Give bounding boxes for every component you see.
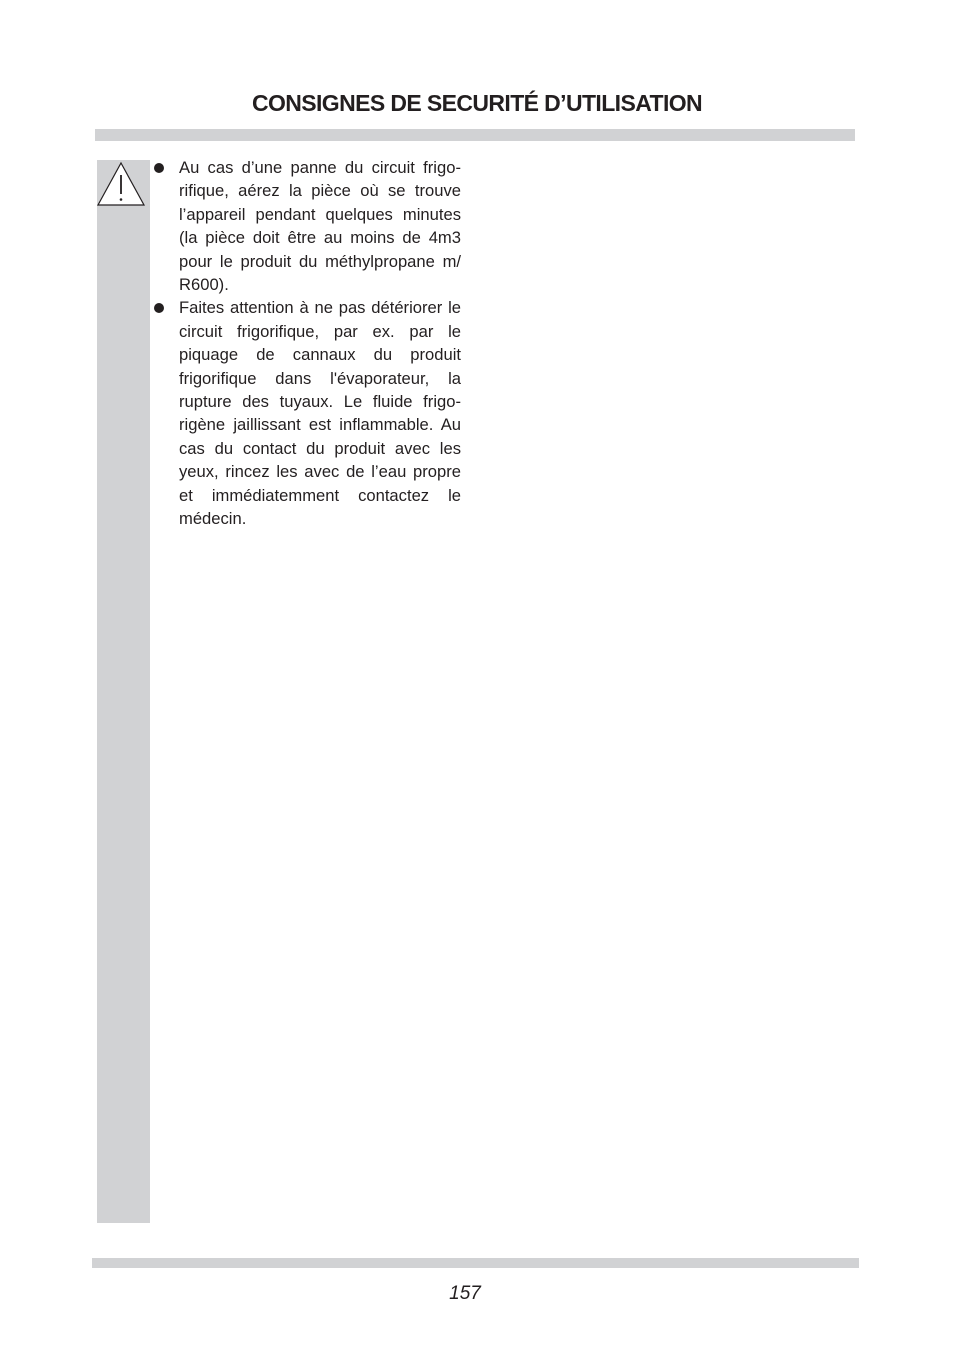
bullet-icon [154,163,164,173]
instruction-text: Faites attention à ne pas détériorer le circuit frigorifique, par ex. par le piquage de cannaux du produit frigorifique dans l'évaporateur, la rupture des tuyaux. Le fluide frigorigène jaillissant est inflammable. Au cas du contact du produit avec les yeux, rincez les avec de l’eau propre et immédiatemment contactez le médecin. [179,298,461,529]
page-number: 157 [449,1283,481,1304]
list-item [153,296,461,530]
page-title: CONSIGNES DE SECURITÉ D’UTILISATION [251,90,703,116]
bullet-icon [154,303,164,313]
side-margin-band [97,160,150,1223]
warning-triangle-icon [96,161,146,207]
safety-instructions-list [153,156,461,531]
list-item [153,156,461,296]
footer-divider [92,1258,859,1268]
title-divider [95,129,855,141]
instruction-text: Au cas d’une panne du circuit frigorifique, aérez la pièce où se trouve l’appareil pendant quelques minutes (la pièce doit être au moins de 4m3 pour le produit du méthylpropane m/​R600). [179,158,461,295]
